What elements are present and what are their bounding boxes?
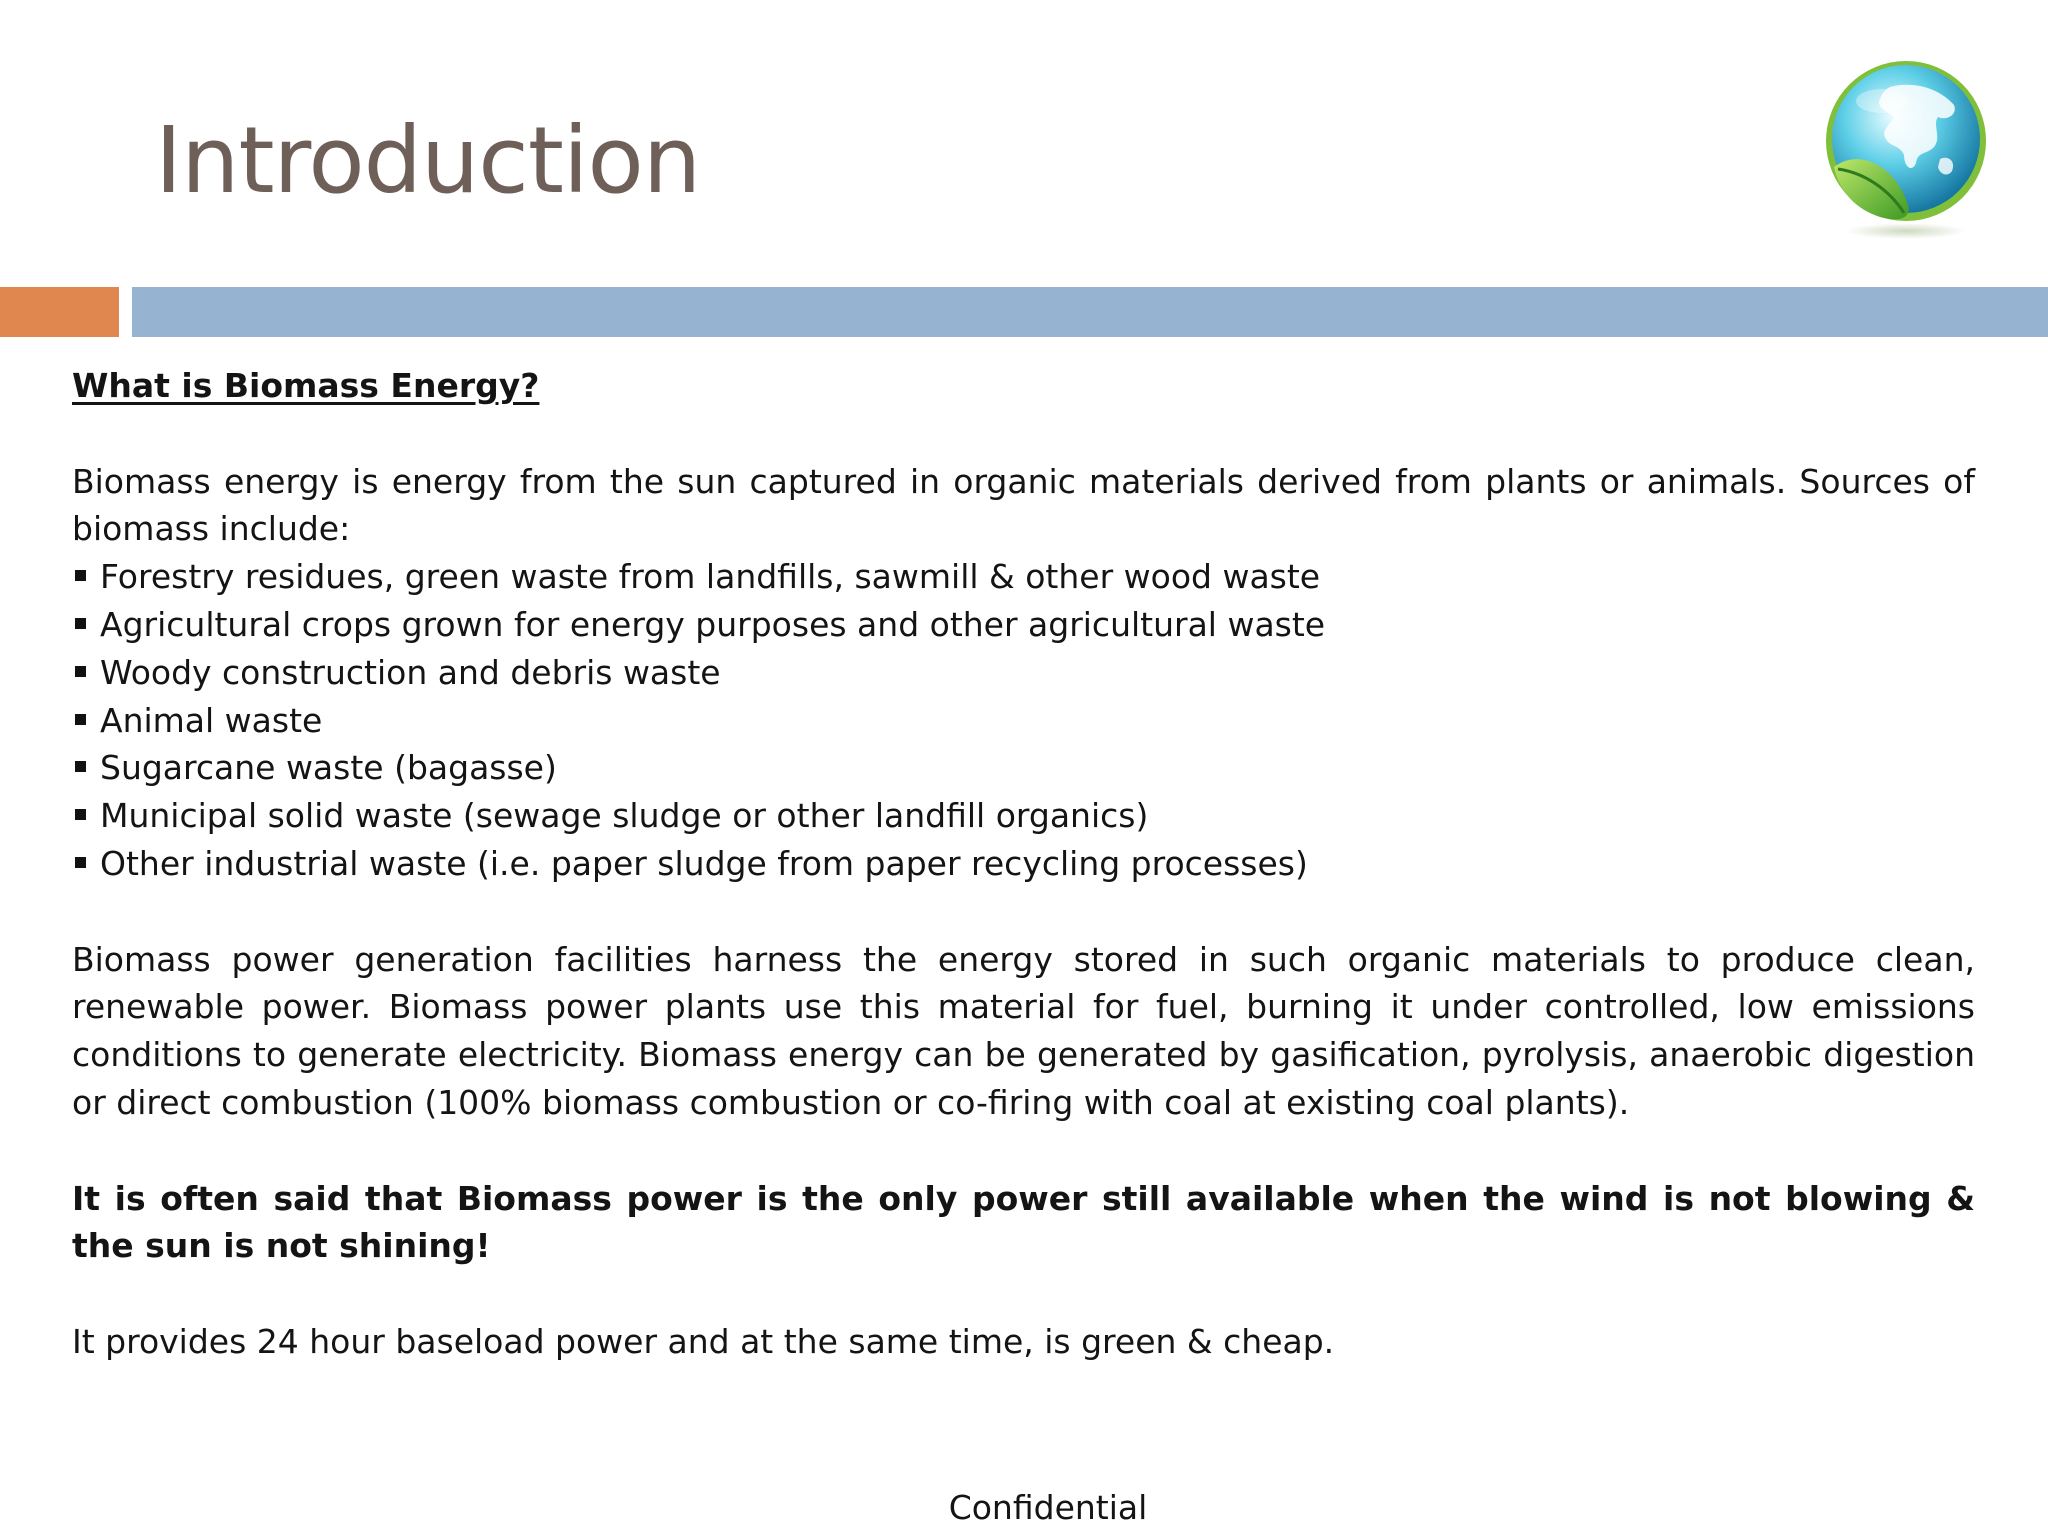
bullet-square-icon [75, 666, 86, 677]
bullet-square-icon [75, 809, 86, 820]
list-item: Municipal solid waste (sewage sludge or other landfill organics) [72, 792, 1975, 840]
accent-bar-blue [132, 287, 2048, 337]
list-item: Agricultural crops grown for energy purposes and other agricultural waste [72, 601, 1975, 649]
closing-statement: It provides 24 hour baseload power and at the same time, is green & cheap. [72, 1321, 1335, 1361]
bullet-square-icon [75, 570, 86, 581]
bullet-square-icon [75, 714, 86, 725]
sources-list [72, 553, 1975, 888]
intro-paragraph: Biomass energy is energy from the sun captured in organic materials derived from plants or animals. Sources of biomass include: [72, 461, 1975, 549]
list-item: Sugarcane waste (bagasse) [72, 744, 1975, 792]
footer-confidential: Confidential [948, 1488, 1148, 1527]
slide-content [72, 362, 1975, 1366]
bullet-square-icon [75, 857, 86, 868]
bullet-square-icon [75, 761, 86, 772]
accent-bar-orange [0, 287, 119, 337]
section-heading: What is Biomass Energy? [72, 366, 540, 405]
list-item: Animal waste [72, 697, 1975, 745]
generation-paragraph: Biomass power generation facilities harness the energy stored in such organic materials to produce clean, renewable power. Biomass power plants use this material for fuel, burning it under controlled, low emissions conditions to generate electricity. Biomass energy can be generated by gasification, pyrolysis, anaerobic digestion or direct combustion (100% biomass combustion or co-firing with coal at existing coal plants). [72, 939, 1975, 1122]
list-item: Woody construction and debris waste [72, 649, 1975, 697]
list-item: Other industrial waste (i.e. paper sludge from paper recycling processes) [72, 840, 1975, 888]
slide-title: Introduction [155, 107, 701, 214]
list-item: Forestry residues, green waste from landfills, sawmill & other wood waste [72, 553, 1975, 601]
globe-leaf-icon [1820, 55, 1992, 240]
bullet-square-icon [75, 618, 86, 629]
highlight-statement: It is often said that Biomass power is the only power still available when the wind is not blowing & the sun is not shining! [72, 1178, 1975, 1266]
